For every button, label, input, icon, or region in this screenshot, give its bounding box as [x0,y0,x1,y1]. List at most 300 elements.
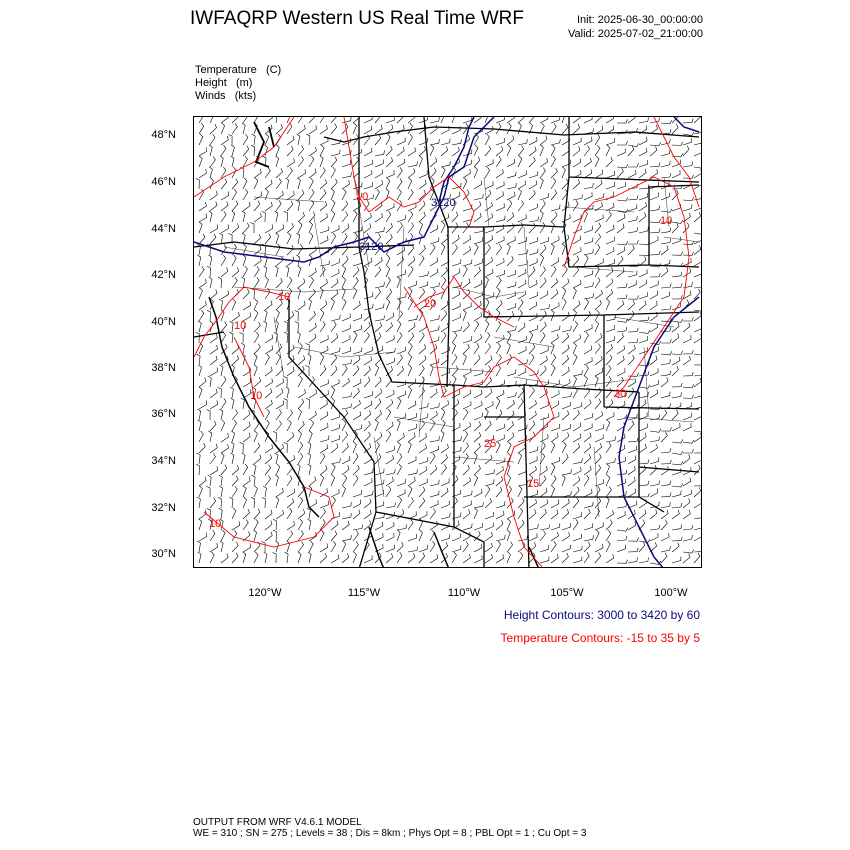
wind-barb [386,322,393,332]
wind-barb [474,227,484,233]
wind-barb [474,523,483,530]
wind-barb [463,509,470,519]
wind-barb [650,436,660,442]
wind-barb [672,357,680,365]
wind-barb [331,233,336,244]
wind-barb [573,487,579,497]
wind-barb [386,409,391,420]
temperature-contour-label: 25 [484,438,497,450]
wind-barb [452,332,457,343]
temperature-contour-label: 30 [614,388,627,400]
wind-barb [342,513,351,519]
wind-barb [196,178,200,189]
wind-barb [296,233,299,244]
wind-barb [595,290,602,299]
wind-barb [661,378,668,388]
wind-barb [628,281,636,289]
wind-barb [595,443,602,453]
wind-barb [232,542,238,552]
wind-barb [342,378,349,387]
wind-barb [485,366,491,377]
wind-barb [628,421,634,431]
wind-barb [639,424,647,432]
wind-barb [375,522,383,530]
wind-barb [551,205,560,212]
wind-barb [408,486,412,497]
wind-barb [221,267,228,277]
wind-barb [562,312,569,321]
wind-barb [287,432,294,442]
wind-barb [452,366,458,376]
wind-barb [408,333,414,343]
wind-barb [342,404,352,410]
wind-barb [419,498,425,508]
wind-barb [232,410,238,421]
wind-barb [265,420,269,431]
wind-barb [221,244,226,255]
wind-barb [529,370,538,376]
wind-barb [672,537,682,541]
wind-barb [320,335,328,343]
wind-barb [285,552,289,563]
wind-barb [584,423,592,431]
wind-barb [496,156,501,167]
wind-barb [573,214,581,222]
wind-barb [694,429,702,433]
lat-label: 30°N [151,548,176,560]
wind-barb [661,448,671,453]
wind-barb [232,211,235,222]
wind-barb [661,284,671,289]
wind-barb [617,368,625,376]
wind-barb [518,323,525,332]
wind-barb [573,443,580,453]
wind-barb [463,117,472,123]
wind-barb [595,244,600,255]
wind-barb [694,270,702,277]
wind-barb [320,411,328,420]
wind-barb [298,519,303,530]
wind-barb [606,344,613,354]
wind-barb [430,225,438,233]
temperature-contour-label: 15 [527,478,540,490]
wind-barb [408,323,415,332]
wind-barb [474,421,481,431]
wind-barb [298,552,301,563]
wind-barb [243,497,247,508]
wind-barb [232,521,240,530]
wind-barb [254,234,261,244]
wind-barb [606,336,615,343]
wind-barb [375,365,379,376]
wind-barb [518,156,522,167]
wind-barb [584,128,594,134]
wind-barb [485,257,493,266]
wind-barb [375,480,384,486]
wind-barb [639,557,649,563]
wind-barb [353,183,362,189]
wind-barb [584,475,589,486]
wind-barb [209,277,212,288]
wind-barb [551,278,558,288]
wind-barb [419,281,428,288]
wind-barb [540,499,548,508]
wind-barb [364,478,372,486]
wind-barb [628,339,638,344]
wind-barb [210,234,216,244]
wind-barb [694,371,702,376]
wind-barb [463,390,471,399]
wind-barb [342,486,346,497]
wind-barb [307,508,311,519]
wind-barb [485,277,489,288]
wind-barb [287,158,295,167]
wind-barb [639,169,646,178]
wind-barb [242,123,245,134]
wind-barb [209,167,212,178]
wind-barb [232,117,238,123]
wind-barb [507,223,514,233]
wind-barb [562,392,572,398]
wind-barb [408,123,413,134]
wind-barb [562,410,569,420]
wind-barb [320,354,324,365]
wind-barb [283,399,287,410]
wind-barb [683,550,694,554]
wind-barb [584,413,593,420]
wind-barb [485,299,489,310]
wind-barb [243,223,249,233]
wind-barb [683,119,693,124]
wind-barb [353,411,361,420]
wind-barb [584,158,591,167]
wind-barb [683,499,690,509]
wind-barb [419,180,426,189]
wind-barb [540,366,546,376]
wind-barb [507,392,516,398]
wind-barb [430,282,440,288]
wind-barb [309,277,314,288]
wind-barb [683,138,692,145]
wind-barb [320,125,327,134]
wind-barb [408,211,413,222]
wind-barb [617,284,627,289]
wind-barb [606,157,613,167]
wind-barb [219,299,222,310]
wind-barb [243,189,248,200]
wind-barb [353,453,358,464]
wind-barb [452,354,457,365]
wind-barb [265,454,272,464]
wind-barb [408,266,413,277]
wind-barb [309,200,314,211]
wind-barb [562,523,571,530]
wind-barb [650,429,661,432]
wind-barb [210,156,215,167]
wind-barb [221,554,228,563]
wind-barb [287,475,292,486]
wind-barb [540,222,545,233]
wind-barb [628,414,637,420]
wind-barb [284,332,288,343]
wind-barb [529,217,539,223]
wind-barb [485,235,493,244]
wind-barb [210,345,218,354]
wind-barb [320,321,325,332]
wind-barb [595,214,603,222]
wind-barb [606,138,615,145]
wind-barb [518,520,524,530]
wind-barb [496,191,504,200]
wind-barb [540,200,545,211]
wind-barb [496,236,504,244]
wind-barb [595,170,603,178]
wind-barb [265,288,270,299]
wind-barb [353,400,360,409]
wind-barb [199,365,202,376]
wind-barb [309,268,316,277]
wind-barb [320,145,324,156]
wind-barb [628,195,638,200]
wind-barb [694,403,702,409]
wind-barb [364,332,369,343]
wind-barb [320,190,326,200]
wind-barb [496,520,503,530]
wind-barb [353,530,358,541]
wind-barb [485,554,493,563]
wind-barb [197,255,200,266]
wind-barb [661,432,667,442]
wind-barb [463,453,468,464]
wind-barb [254,299,258,310]
wind-barb [243,509,250,519]
wind-barb [650,533,658,541]
wind-barb [254,169,261,178]
wind-barb [198,321,201,332]
wind-barb [474,201,481,211]
wind-barb [573,194,583,200]
wind-barb [342,443,348,453]
wind-barb [353,211,357,222]
wind-barb [364,499,371,508]
wind-barb [209,145,212,156]
wind-barb [386,146,392,156]
wind-barb [496,270,505,277]
wind-barb [507,212,514,222]
wind-barb [694,514,702,519]
wind-barb [243,146,249,156]
wind-barb [221,376,226,387]
wind-barb [573,200,578,211]
wind-barb [485,532,492,541]
wind-barb [452,269,460,278]
wind-barb [540,545,549,552]
wind-barb [254,377,261,387]
wind-barb [694,312,701,321]
wind-barb [584,400,591,410]
wind-barb [661,359,671,365]
wind-barb [507,123,511,134]
wind-barb [218,277,222,288]
wind-barb [595,156,599,167]
wind-barb [485,512,494,519]
wind-barb [207,266,211,277]
wind-barb [683,490,692,497]
wind-barb [496,258,504,266]
wind-barb [661,351,672,355]
wind-barb [342,466,349,476]
wind-barb [254,277,259,288]
wind-barb [364,432,370,442]
wind-barb [320,236,328,244]
wind-barb [595,145,600,156]
wind-barb [295,310,299,321]
wind-barb [595,300,601,310]
wind-barb [474,145,478,156]
wind-barb [485,344,491,355]
wind-barb [397,354,403,365]
wind-barb [430,139,439,145]
wind-barb [595,321,599,332]
wind-barb [286,387,289,398]
wind-barb [375,490,383,497]
wind-barb [496,390,504,398]
wind-barb [243,255,246,266]
wind-barb [251,145,255,156]
wind-barb [199,443,205,453]
wind-barb [650,146,657,156]
wind-barb [683,510,690,519]
wind-barb [551,266,556,277]
lat-label: 32°N [151,502,176,514]
wind-barb [232,486,237,497]
wind-barb [573,534,582,541]
wind-barb [584,299,589,310]
wind-barb [606,171,615,178]
wind-barb [463,266,467,277]
wind-barb [364,182,373,189]
wind-barb [199,123,204,134]
wind-barb [308,464,311,475]
wind-barb [342,233,347,244]
wind-barb [210,124,217,134]
wind-barb [573,247,581,255]
wind-barb [540,356,547,365]
wind-barb [507,442,511,453]
wind-barb [672,392,682,398]
wind-barb [562,326,571,332]
wind-barb [617,241,628,245]
wind-barb [584,542,590,552]
wind-barb [595,434,603,442]
wind-barb [639,539,650,542]
wind-barb [430,491,439,497]
wind-barb [463,235,471,244]
wind-barb [243,543,251,552]
coastline [209,297,539,568]
wind-barb [573,146,580,156]
wind-barb [309,311,316,321]
wind-barb [221,123,225,134]
wind-barb [419,530,422,541]
wind-barb [496,554,504,563]
wind-barb [419,457,428,464]
wind-barb [342,160,351,167]
wind-barb [206,410,210,421]
wind-barb [342,521,349,530]
wind-barb [199,222,202,233]
wind-barb [419,222,423,233]
wind-barb [529,332,533,343]
wind-barb [287,410,293,421]
wind-barb [397,147,404,156]
wind-barb [364,117,372,123]
wind-barb [353,325,362,332]
wind-barb [306,343,310,354]
wind-barb [386,348,395,354]
wind-barb [551,190,557,201]
wind-barb [628,355,634,365]
wind-barb [397,178,402,189]
wind-barb [529,147,536,156]
wind-barb [562,442,566,453]
wind-barb [208,376,212,387]
wind-barb [639,510,646,519]
wind-barb [617,168,623,178]
wind-barb [584,357,592,365]
wind-barb [230,387,234,398]
wind-barb [375,160,383,167]
wind-barb [254,310,258,321]
wind-barb [287,245,293,255]
wind-barb [309,289,315,299]
wind-barb [331,379,339,387]
wind-barb [617,119,628,123]
wind-barb [617,247,625,255]
wind-barb [529,313,537,321]
temperature-contour-label: 10 [234,320,247,332]
wind-barb [595,368,603,376]
wind-barb [397,189,401,200]
wind-barb [419,156,422,167]
wind-barb [683,384,694,388]
wind-barb [284,211,288,222]
wind-barb [220,541,223,552]
wind-barb [529,137,537,145]
wind-barb [540,145,543,156]
wind-barb [452,534,460,541]
wind-barb [397,524,407,530]
wind-barb [342,313,350,321]
wind-barb [463,554,470,563]
wind-barb [221,332,226,343]
wind-barb [430,326,439,332]
wind-barb [562,214,570,222]
wind-barb [672,351,683,355]
wind-barb [353,442,356,453]
wind-barb [342,365,347,376]
wind-barb [694,456,702,464]
wind-barb [353,510,360,519]
wind-barb [683,535,692,541]
wind-barb [243,117,248,123]
wind-barb [672,410,678,420]
wind-barb [628,204,637,211]
wind-barb [397,391,405,398]
wind-barb [529,280,537,288]
wind-barb [230,321,234,332]
wind-barb [353,288,357,299]
